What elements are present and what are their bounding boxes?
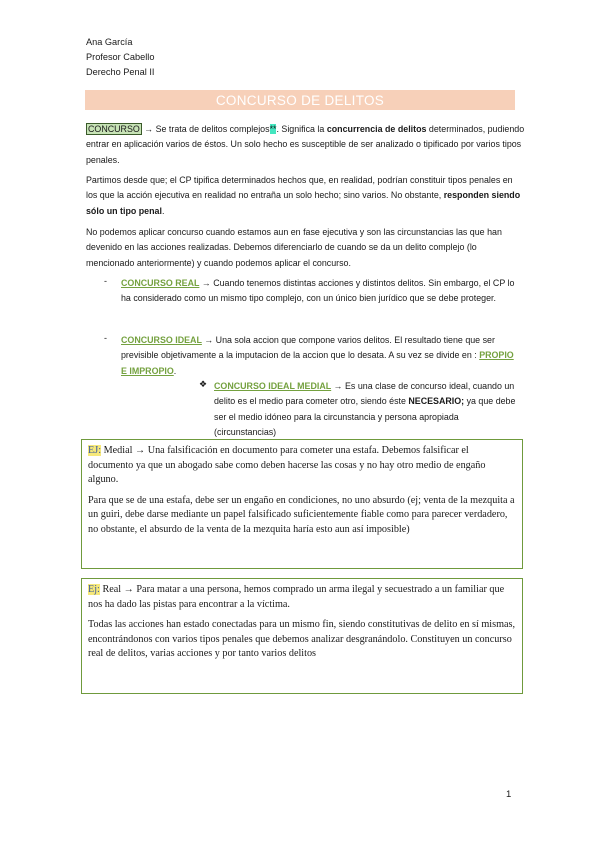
page-number: 1 [506, 789, 512, 800]
author-name: Ana García [86, 37, 133, 47]
ej-label: EJ: [88, 445, 102, 456]
sub-bullet-ideal-medial: CONCURSO IDEAL MEDIAL → Es una clase de concurso ideal, cuando un delito es el medio para cometer otro, siendo éste NECESARIO; ya que debe ser el medio idóneo para la circunstancia y persona apropiada (circunstancias) [214, 381, 516, 437]
ej-label: Ej: [88, 584, 100, 595]
professor-name: Profesor Cabello [86, 52, 155, 62]
concurso-term: CONCURSO [88, 124, 140, 134]
bullet-concurso-ideal: CONCURSO IDEAL → Una sola accion que compone varios delitos. El resultado tiene que ser previsible objetivamente a la imputacion de la accion que lo desata. A su vez se divide en : PROPIO E IMPROPIO. [121, 335, 514, 376]
diamond-bullet-icon: ❖ [199, 379, 208, 389]
concurso-ideal-link[interactable]: CONCURSO IDEAL [121, 335, 202, 345]
intro-paragraph: CONCURSO → Se trata de delitos complejos**. Significa la concurrencia de delitos determinados, pudiendo entrar en aplicación varios de éstos. Un solo hecho es susceptible de ser analizado o tipificado por varios tipos penales. [86, 124, 525, 165]
example-box-real [81, 578, 523, 694]
concurso-ideal-medial-link[interactable]: CONCURSO IDEAL MEDIAL [214, 381, 332, 391]
footnote-marker: ** [269, 124, 277, 134]
propio-impropio-link[interactable]: PROPIO E IMPROPIO [121, 350, 514, 376]
third-paragraph: No podemos aplicar concurso cuando estamos aun en fase ejecutiva y son las circunstancias las que han devenido en las acciones realizadas. Debemos diferenciarlo de cuando se da un delito complejo (lo mencionado anteriormente) y cuando podemos aplicar el concurso. [86, 227, 502, 268]
course-name: Derecho Penal II [86, 67, 155, 77]
example-medial-line: EJ: Medial → Una falsificación en documento para cometer una estafa. Debemos falsificar el documento ya que un abogado sabe como deben hacerse las cosas y no hay otro medio de engaño alguno. [88, 445, 486, 485]
document-header [86, 35, 154, 80]
example-box-medial [81, 439, 523, 569]
second-paragraph: Partimos desde que; el CP tipifica determinados hechos que, en realidad, podrían constituir tipos penales en los que la acción ejecutiva en realidad no entraña un solo hecho; sino varios. No obstante, responden siendo sólo un tipo penal. [86, 175, 521, 216]
bullet-dash: - [104, 333, 107, 343]
concurso-real-link[interactable]: CONCURSO REAL [121, 278, 200, 288]
example-real-line: Ej: Real → Para matar a una persona, hemos comprado un arma ilegal y secuestrado a un familiar que nos ha dado las pistas para encontrar a la víctima. [88, 584, 505, 610]
example-real-paragraph: Todas las acciones han estado conectadas para un mismo fin, siendo constitutivas de delito en sí mismas, encontrándonos con varios tipos penales que debemos analizar desgranándolo. Constituyen un concurso real de delitos, varias acciones y por tanto varios delitos [88, 619, 516, 659]
example-medial-paragraph: Para que se de una estafa, debe ser un engaño en condiciones, no uno absurdo (ej; venta de la mezquita a un guiri, debe darse mediante un papel falsificado suficientemente fiable como para parecer verdadero, no obstante, el absurdo de la venta de la mezquita haría esto aun así imposible) [88, 494, 515, 535]
page-title: CONCURSO DE DELITOS [215, 92, 385, 108]
bullet-concurso-real: CONCURSO REAL → Cuando tenemos distintas acciones y distintos delitos. Sin embargo, el CP lo ha considerado como un mismo tipo complejo, con un único bien jurídico que se debe proteger. [121, 278, 515, 304]
title-banner [85, 90, 515, 110]
bullet-dash: - [104, 276, 107, 286]
